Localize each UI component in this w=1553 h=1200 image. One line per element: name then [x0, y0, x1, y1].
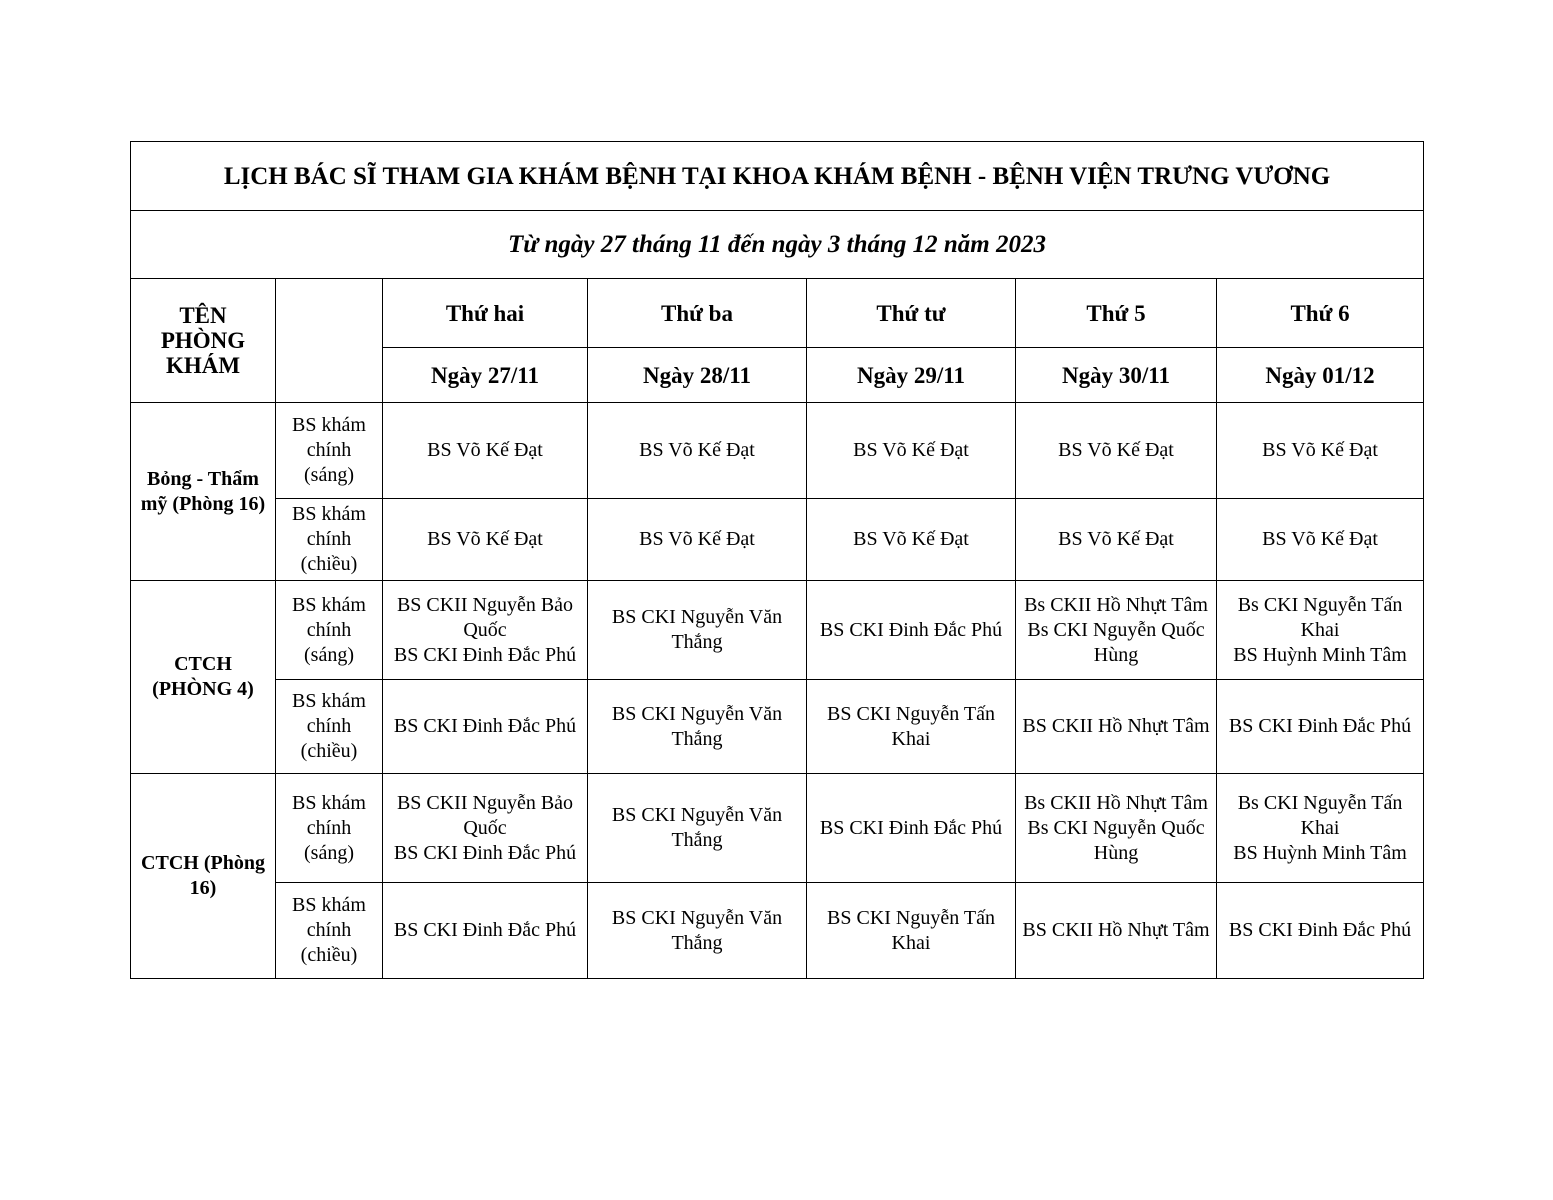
doctor-name: BS Võ Kế Đạt [427, 439, 543, 461]
doctor-cell [383, 883, 588, 979]
doctor-cell [588, 774, 807, 883]
shift-label: BS khám chính (chiều) [276, 883, 383, 979]
shift-column-header [276, 279, 383, 403]
doctor-cell [807, 581, 1016, 680]
doctor-name: BS CKI Đinh Đắc Phú [819, 618, 1003, 641]
doctor-cell [588, 883, 807, 979]
doctor-name: BS CKI Nguyễn Văn Thắng [611, 804, 783, 851]
shift-label: BS khám chính (sáng) [276, 774, 383, 883]
doctor-cell [1016, 403, 1217, 499]
doctor-name: BS CKII Nguyễn Bảo Quốc [396, 593, 574, 641]
schedule-table [130, 141, 1424, 979]
room-name: CTCH (PHÒNG 4) [131, 581, 276, 774]
date-header: Ngày 01/12 [1217, 348, 1424, 403]
doctor-cell [1217, 581, 1424, 680]
doctor-cell [807, 883, 1016, 979]
doctor-cell [807, 680, 1016, 774]
doctor-name: BS CKI Đinh Đắc Phú [819, 816, 1003, 839]
doctor-name: BS CKII Nguyễn Bảo Quốc [396, 791, 574, 839]
table-row [131, 403, 1424, 499]
doctor-cell [807, 774, 1016, 883]
doctor-name: BS CKI Đinh Đắc Phú [393, 841, 577, 864]
doctor-name: BS Võ Kế Đạt [639, 439, 755, 461]
doctor-cell [1016, 774, 1217, 883]
doctor-name: BS CKI Đinh Đắc Phú [1228, 715, 1412, 737]
table-row [131, 499, 1424, 581]
room-name: CTCH (Phòng 16) [131, 774, 276, 979]
doctor-name: BS CKI Đinh Đắc Phú [393, 715, 577, 737]
doctor-name: Bs CKI Nguyễn Tấn Khai [1237, 791, 1403, 839]
doctor-cell [383, 680, 588, 774]
shift-label: BS khám chính (sáng) [276, 403, 383, 499]
doctor-cell [1217, 883, 1424, 979]
doctor-cell [1016, 883, 1217, 979]
room-name: Bỏng - Thẩm mỹ (Phòng 16) [131, 403, 276, 581]
doctor-cell [1016, 581, 1217, 680]
table-row [131, 774, 1424, 883]
shift-label: BS khám chính (chiều) [276, 680, 383, 774]
doctor-name: BS Huỳnh Minh Tâm [1233, 841, 1407, 864]
weekday-header: Thứ 6 [1217, 279, 1424, 348]
doctor-cell [588, 403, 807, 499]
doctor-name: BS Võ Kế Đạt [1058, 439, 1174, 461]
table-row [131, 680, 1424, 774]
doctor-name: BS CKII Hồ Nhựt Tâm [1022, 715, 1210, 737]
doctor-cell [807, 499, 1016, 581]
doctor-cell [1016, 680, 1217, 774]
doctor-name: BS Võ Kế Đạt [853, 439, 969, 461]
weekday-header: Thứ ba [588, 279, 807, 348]
doctor-name: BS CKII Hồ Nhựt Tâm [1022, 919, 1210, 941]
date-range: Từ ngày 27 tháng 11 đến ngày 3 tháng 12 năm 2023 [131, 211, 1424, 279]
shift-label: BS khám chính (sáng) [276, 581, 383, 680]
doctor-name: BS Võ Kế Đạt [853, 528, 969, 550]
doctor-name: BS Võ Kế Đạt [639, 528, 755, 550]
doctor-name: BS CKI Đinh Đắc Phú [393, 919, 577, 941]
doctor-cell [588, 680, 807, 774]
doctor-name: BS Võ Kế Đạt [427, 528, 543, 550]
doctor-cell [383, 581, 588, 680]
weekday-header: Thứ tư [807, 279, 1016, 348]
weekday-header: Thứ 5 [1016, 279, 1217, 348]
doctor-cell [1016, 499, 1217, 581]
table-row [131, 581, 1424, 680]
date-header: Ngày 27/11 [383, 348, 588, 403]
table-row [131, 883, 1424, 979]
doctor-cell [588, 499, 807, 581]
doctor-cell [383, 774, 588, 883]
room-column-header: TÊN PHÒNG KHÁM [131, 279, 276, 403]
weekday-header: Thứ hai [383, 279, 588, 348]
doctor-name: BS CKI Nguyễn Văn Thắng [611, 606, 783, 653]
doctor-name: BS Võ Kế Đạt [1262, 439, 1378, 461]
doctor-cell [1217, 499, 1424, 581]
doctor-name: Bs CKI Nguyễn Quốc Hùng [1027, 816, 1205, 864]
doctor-name: Bs CKII Hồ Nhựt Tâm [1024, 791, 1208, 814]
page-title: LỊCH BÁC SĨ THAM GIA KHÁM BỆNH TẠI KHOA KHÁM BỆNH - BỆNH VIỆN TRƯNG VƯƠNG [131, 142, 1424, 211]
doctor-name: BS CKI Nguyễn Văn Thắng [611, 702, 783, 750]
doctor-name: Bs CKI Nguyễn Tấn Khai [1237, 593, 1403, 641]
doctor-cell [1217, 403, 1424, 499]
doctor-cell [383, 403, 588, 499]
doctor-name: Bs CKI Nguyễn Quốc Hùng [1027, 618, 1205, 666]
doctor-name: Bs CKII Hồ Nhựt Tâm [1024, 593, 1208, 616]
doctor-name: BS CKI Nguyễn Văn Thắng [611, 906, 783, 954]
doctor-cell [1217, 774, 1424, 883]
doctor-name: BS Võ Kế Đạt [1058, 528, 1174, 550]
doctor-name: BS CKI Đinh Đắc Phú [1228, 919, 1412, 941]
doctor-cell [588, 581, 807, 680]
doctor-name: BS CKI Nguyễn Tấn Khai [827, 702, 995, 750]
shift-label: BS khám chính (chiều) [276, 499, 383, 581]
date-header: Ngày 29/11 [807, 348, 1016, 403]
doctor-name: BS Võ Kế Đạt [1262, 528, 1378, 550]
date-header: Ngày 28/11 [588, 348, 807, 403]
date-header: Ngày 30/11 [1016, 348, 1217, 403]
doctor-name: BS CKI Đinh Đắc Phú [393, 643, 577, 666]
doctor-cell [807, 403, 1016, 499]
doctor-cell [383, 499, 588, 581]
doctor-name: BS Huỳnh Minh Tâm [1233, 643, 1407, 666]
doctor-name: BS CKI Nguyễn Tấn Khai [827, 906, 995, 954]
doctor-cell [1217, 680, 1424, 774]
